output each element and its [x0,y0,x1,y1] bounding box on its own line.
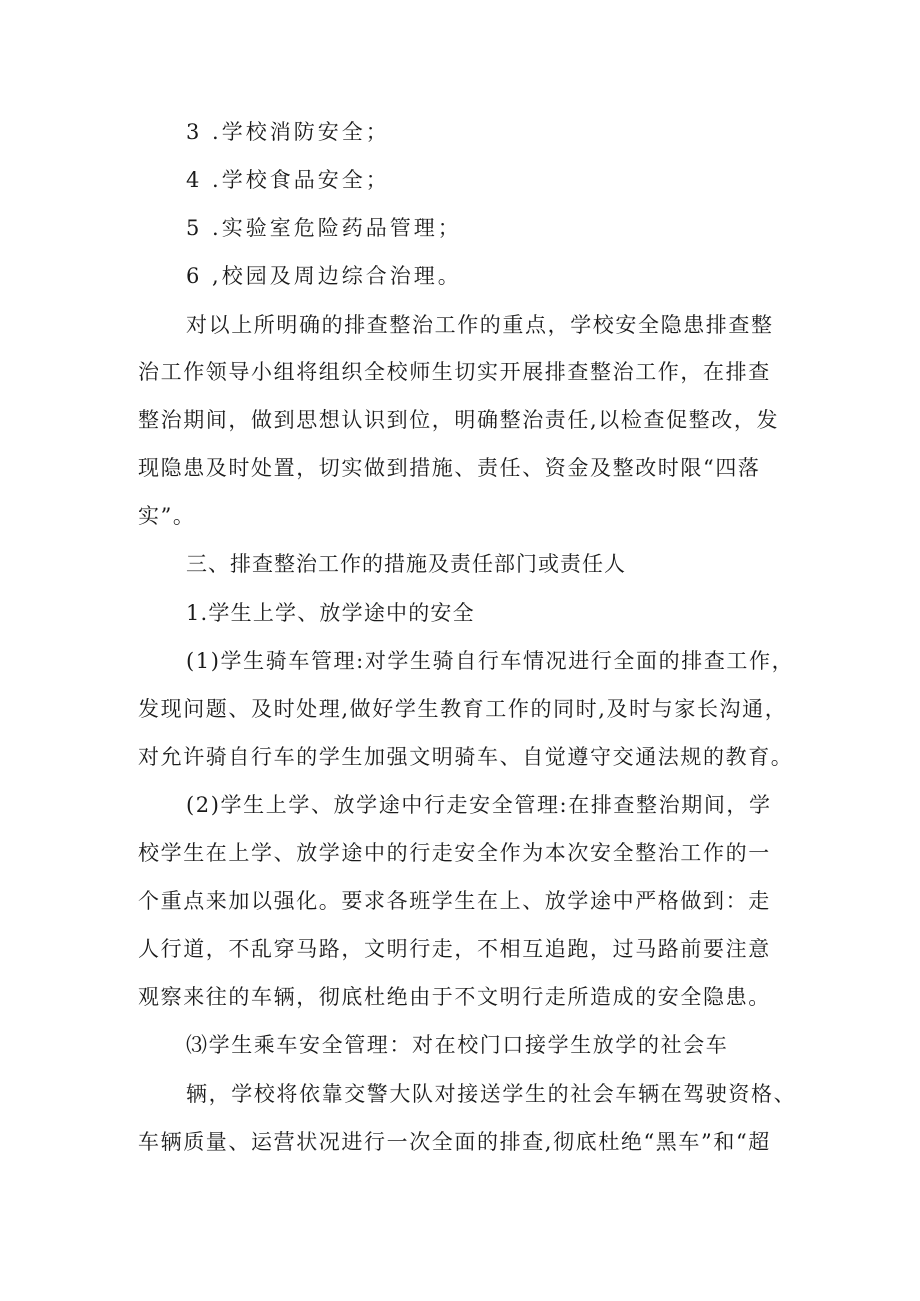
list-item-5: 5 .实验室危险药品管理； [186,216,462,240]
paragraph-line: 校学生在上学、放学途中的行走安全作为本次安全整治工作的一 [138,841,771,865]
paragraph-line: ⑶学生乘车安全管理：对在校门口接学生放学的社会车 [186,1033,729,1057]
list-item-4: 4 .学校食品安全； [186,168,390,192]
paragraph-line: (2)学生上学、放学途中行走安全管理:在排查整治期间，学 [186,793,772,817]
paragraph-line: (1)学生骑车管理:对学生骑自行车情况进行全面的排查工作， [186,649,795,673]
paragraph-line: 对以上所明确的排查整治工作的重点，学校安全隐患排查整 [186,313,774,337]
list-item-3: 3 .学校消防安全； [186,120,390,144]
paragraph-line: 观察来往的车辆，彻底杜绝由于不文明行走所造成的安全隐患。 [138,985,771,1009]
paragraph-line: 个重点来加以强化。要求各班学生在上、放学途中严格做到：走 [138,889,771,913]
section-heading: 三、排查整治工作的措施及责任部门或责任人 [186,552,626,576]
paragraph-line: 现隐患及时处置，切实做到措施、责任、资金及整改时限“四落 [138,456,761,480]
paragraph-line: 辆，学校将依靠交警大队对接送学生的社会车辆在驾驶资格、 [186,1082,797,1106]
subheading: 1.学生上学、放学途中的安全 [186,601,475,625]
paragraph-line: 发现问题、及时处理,做好学生教育工作的同时,及时与家长沟通， [138,697,788,721]
paragraph-line: 治工作领导小组将组织全校师生切实开展排查整治工作，在排查 [138,360,771,384]
paragraph-line: 人行道，不乱穿马路，文明行走，不相互追跑，过马路前要注意 [138,937,771,961]
paragraph-line: 整治期间，做到思想认识到位，明确整治责任,以检查促整改，发 [138,408,780,432]
list-item-6: 6 ,校园及周边综合治理。 [186,264,462,288]
paragraph-line: 车辆质量、运营状况进行一次全面的排查,彻底杜绝“黑车”和“超 [138,1130,771,1154]
paragraph-line: 对允许骑自行车的学生加强文明骑车、自觉遵守交通法规的教育。 [138,745,794,769]
paragraph-line: 实”。 [138,504,196,528]
